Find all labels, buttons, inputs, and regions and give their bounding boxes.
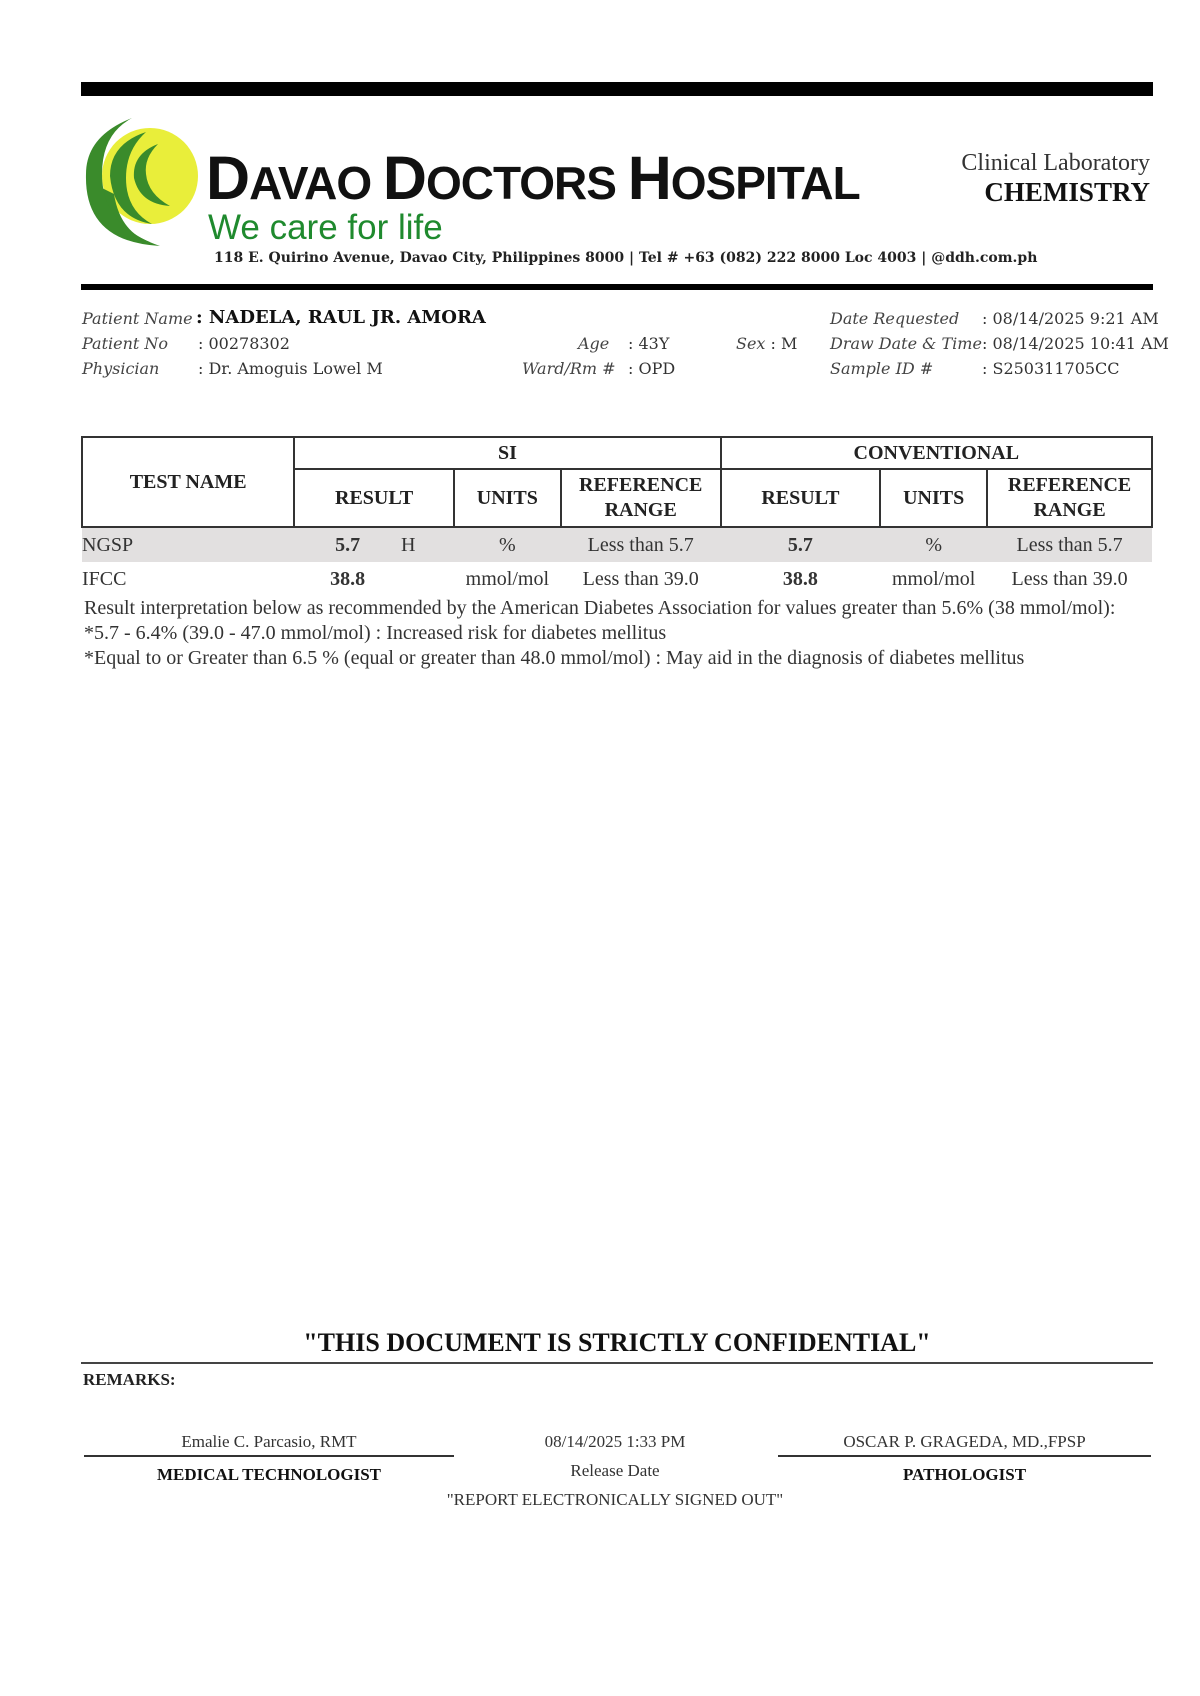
patient-name-label: Patient Name — [82, 309, 193, 328]
result-interpretation — [84, 596, 1150, 671]
pathologist-name: OSCAR P. GRAGEDA, MD.,FPSP — [843, 1432, 1086, 1451]
conv-range-cell: Less than 5.7 — [987, 527, 1152, 562]
patient-name-row — [82, 311, 193, 327]
flag-cell — [401, 562, 454, 596]
conv-units-cell: % — [880, 527, 987, 562]
si-units-cell: % — [454, 527, 561, 562]
header-conv-units: UNITS — [880, 469, 987, 527]
release-info — [440, 1432, 790, 1519]
si-units-cell: mmol/mol — [465, 567, 550, 590]
release-datetime: 08/14/2025 1:33 PM — [544, 1432, 686, 1451]
draw-date-label: Draw Date & Time — [830, 334, 982, 353]
header-si-reference: REFERENCE RANGE — [561, 469, 721, 527]
pathologist-signature — [778, 1432, 1151, 1485]
draw-date-value-wrap — [982, 336, 1169, 352]
si-range-cell: Less than 39.0 — [582, 567, 699, 590]
date-requested-label: Date Requested — [830, 309, 960, 328]
sex-row — [736, 336, 797, 352]
patient-no-value: : 00278302 — [198, 334, 290, 353]
draw-date-row — [830, 336, 982, 352]
si-result-cell: 5.7 — [294, 527, 401, 562]
conv-result-cell: 5.7 — [721, 527, 881, 562]
patient-name-value-wrap — [196, 309, 486, 327]
header-test-name: TEST NAME — [82, 437, 294, 527]
si-range-cell: Less than 5.7 — [561, 527, 721, 562]
flag-cell: H — [401, 527, 454, 562]
tech-name: Emalie C. Parcasio, RMT — [181, 1432, 357, 1451]
conv-range-cell: Less than 39.0 — [1011, 567, 1128, 590]
ward-row — [522, 361, 616, 377]
table-row — [82, 562, 1152, 596]
interpretation-line-2: *5.7 - 6.4% (39.0 - 47.0 mmol/mol) : Increased risk for diabetes mellitus — [84, 622, 667, 644]
physician-value: : Dr. Amoguis Lowel M — [198, 359, 383, 378]
top-bar — [81, 82, 1153, 96]
age-value: : 43Y — [628, 334, 670, 353]
age-value-wrap — [628, 336, 669, 352]
patient-no-value-wrap — [198, 336, 290, 352]
tech-role: MEDICAL TECHNOLOGIST — [156, 1465, 382, 1484]
ward-value: : OPD — [628, 359, 676, 378]
footer-divider — [81, 1362, 1153, 1364]
interpretation-line-3: *Equal to or Greater than 6.5 % (equal or greater than 48.0 mmol/mol) : May aid in the diagnosis of diabetes mellitus — [84, 647, 1025, 669]
results-table — [81, 436, 1153, 596]
draw-date-value: : 08/14/2025 10:41 AM — [982, 334, 1169, 353]
medical-technologist-signature — [84, 1432, 454, 1485]
ward-label: Ward/Rm # — [522, 359, 616, 378]
hospital-logo — [80, 114, 200, 248]
signature-line — [778, 1455, 1151, 1457]
release-label: Release Date — [570, 1461, 660, 1480]
si-result-cell: 38.8 — [330, 567, 366, 590]
sample-id-value: : S250311705CC — [982, 359, 1120, 378]
date-requested-value: : 08/14/2025 9:21 AM — [982, 309, 1159, 328]
header-divider — [81, 284, 1153, 290]
conv-result-cell: 38.8 — [782, 567, 818, 590]
header-conv-result: RESULT — [721, 469, 881, 527]
hospital-address: 118 E. Quirino Avenue, Davao City, Philippines 8000 | Tel # +63 (082) 222 8000 Loc 4003 | @ddh.com.ph — [214, 250, 1038, 266]
test-name-cell: NGSP — [82, 527, 294, 562]
hospital-tagline: We care for life — [208, 208, 443, 247]
pathologist-role: PATHOLOGIST — [902, 1465, 1027, 1484]
header-si-result: RESULT — [294, 469, 454, 527]
department-line2: CHEMISTRY — [984, 177, 1150, 207]
patient-name-value: : NADELA, RAUL JR. AMORA — [196, 307, 486, 328]
header-conv-reference: REFERENCE RANGE — [987, 469, 1152, 527]
patient-no-row — [82, 336, 168, 352]
sample-id-label: Sample ID # — [830, 359, 934, 378]
age-row — [578, 336, 609, 352]
physician-value-wrap — [198, 361, 383, 377]
header-si-units: UNITS — [454, 469, 561, 527]
sex-value: : M — [770, 334, 798, 353]
sample-id-row — [830, 361, 933, 377]
physician-label: Physician — [82, 359, 160, 378]
conv-units-cell: mmol/mol — [892, 567, 976, 590]
ward-value-wrap — [628, 361, 675, 377]
table-row — [82, 527, 1152, 562]
date-requested-value-wrap — [982, 311, 1159, 327]
signed-out-note: "REPORT ELECTRONICALLY SIGNED OUT" — [446, 1490, 784, 1509]
interpretation-line-1: Result interpretation below as recommended by the American Diabetes Association for values greater than 5.6% (38 mmol/mol): — [84, 597, 1116, 619]
confidential-notice: "THIS DOCUMENT IS STRICTLY CONFIDENTIAL" — [303, 1328, 931, 1357]
date-requested-row — [830, 311, 959, 327]
header-conventional: CONVENTIONAL — [721, 437, 1152, 469]
department — [961, 150, 1150, 208]
physician-row — [82, 361, 159, 377]
hospital-name: DAVAO DOCTORS HOSPITAL — [206, 144, 860, 212]
signature-line — [84, 1455, 454, 1457]
header-si: SI — [294, 437, 720, 469]
remarks-label: REMARKS: — [83, 1370, 176, 1389]
test-name-cell: IFCC — [82, 567, 127, 590]
sample-id-value-wrap — [982, 361, 1120, 377]
age-label: Age — [578, 334, 610, 353]
sex-label: Sex — [736, 334, 766, 353]
patient-no-label: Patient No — [82, 334, 169, 353]
department-line1: Clinical Laboratory — [961, 150, 1150, 176]
